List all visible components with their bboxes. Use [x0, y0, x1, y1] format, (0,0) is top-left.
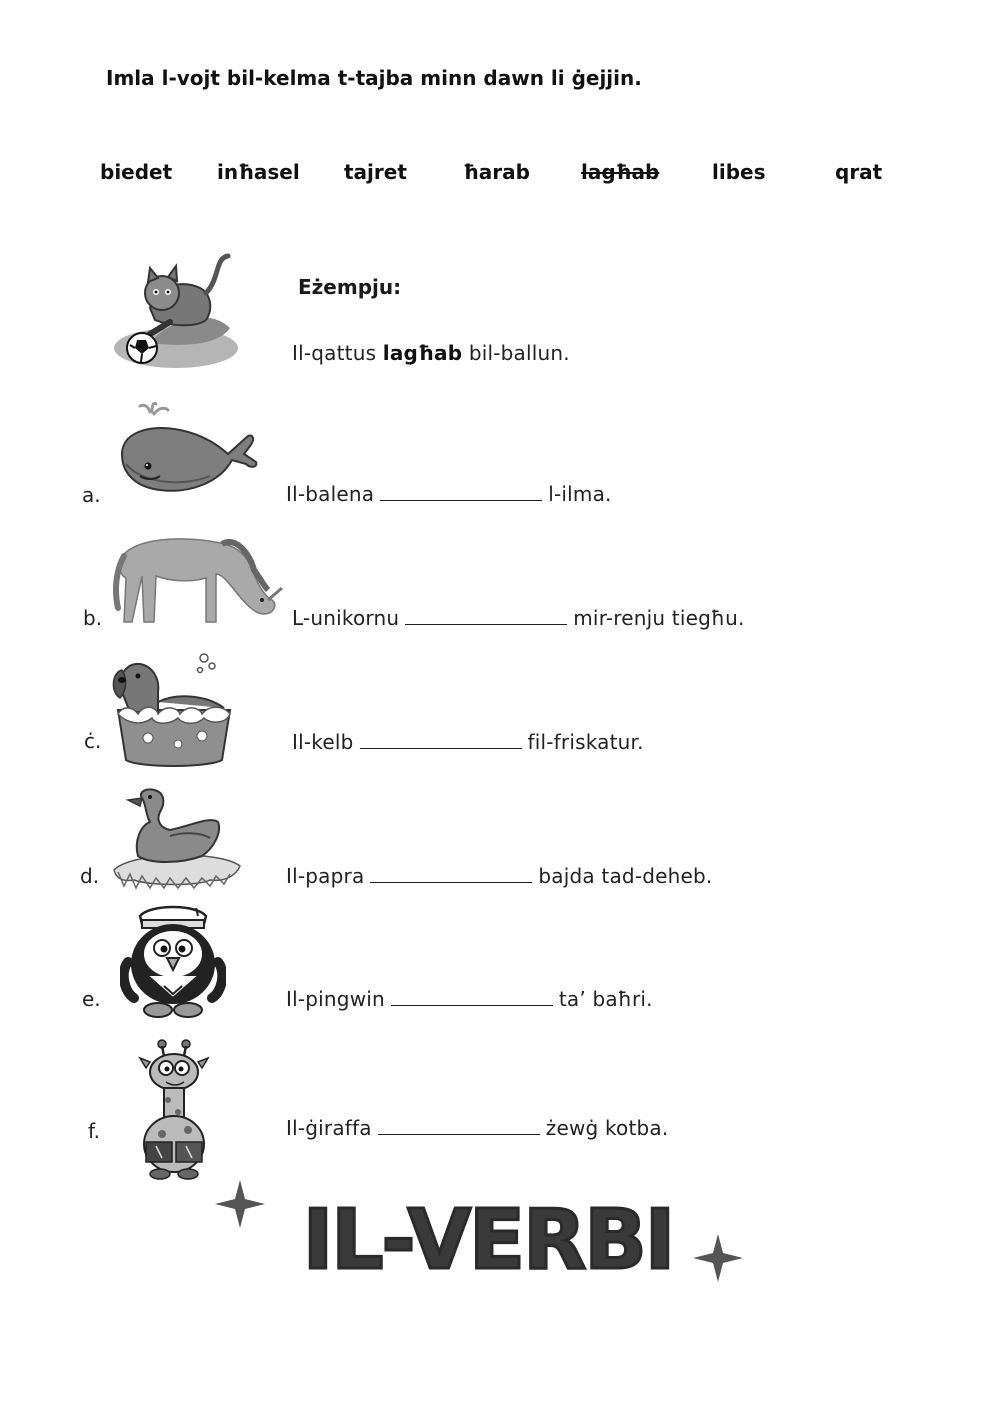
exercise-sentence: [292, 730, 644, 754]
sentence-start: Il-kelb: [292, 730, 354, 754]
answer-blank[interactable]: [370, 881, 532, 883]
word-bank-item: inħasel: [217, 160, 300, 184]
sentence-start: L-unikornu: [292, 606, 400, 630]
footer-title-graphic: [210, 1172, 770, 1292]
exercise-letter: a.: [82, 483, 101, 507]
word-bank-item: tajret: [344, 160, 407, 184]
unicorn-picture: [112, 530, 284, 628]
sentence-end: bajda tad-deheb.: [538, 864, 713, 888]
sentence-end: fil-friskatur.: [527, 730, 644, 754]
dog-in-bath-picture: [108, 652, 240, 770]
sentence-end: mir-renju tiegħu.: [573, 606, 745, 630]
answer-blank[interactable]: [391, 1004, 553, 1006]
example-sentence: [292, 341, 570, 365]
example-answer: lagħab: [382, 341, 463, 365]
exercise-sentence: [292, 606, 745, 630]
example-title: Eżempju:: [298, 275, 402, 299]
word-bank-item: biedet: [100, 160, 173, 184]
answer-blank[interactable]: [380, 499, 542, 501]
example-sentence-start: Il-qattus: [292, 341, 377, 365]
exercise-letter: f.: [88, 1119, 100, 1143]
instruction-text: Imla l-vojt bil-kelma t-tajba minn dawn li ġejjin.: [106, 66, 642, 90]
exercise-sentence: [286, 1116, 668, 1140]
sentence-start: Il-papra: [286, 864, 365, 888]
exercise-letter: ċ.: [84, 729, 102, 753]
sparkle-icon: [693, 1234, 743, 1282]
answer-blank[interactable]: [405, 623, 567, 625]
exercise-letter: b.: [83, 606, 103, 630]
sentence-start: Il-ġiraffa: [286, 1116, 372, 1140]
exercise-letter: e.: [82, 987, 101, 1011]
duck-on-nest-picture: [110, 786, 244, 892]
word-bank-item: libes: [712, 160, 766, 184]
whale-picture: [110, 402, 262, 498]
word-bank-item: ħarab: [463, 160, 530, 184]
answer-blank[interactable]: [360, 747, 522, 749]
sentence-start: Il-balena: [286, 482, 375, 506]
sentence-end: l-ilma.: [548, 482, 612, 506]
sailor-penguin-picture: [120, 902, 226, 1022]
sparkle-icon: [215, 1180, 265, 1228]
sentence-end: żewġ kotba.: [545, 1116, 669, 1140]
exercise-sentence: [286, 864, 712, 888]
example-sentence-end: bil-ballun.: [468, 341, 570, 365]
sentence-start: Il-pingwin: [286, 987, 385, 1011]
sentence-end: ta’ baħri.: [558, 987, 653, 1011]
giraffe-with-books-picture: [132, 1038, 216, 1180]
exercise-sentence: [286, 987, 653, 1011]
word-bank-item-struck: lagħab: [581, 160, 660, 184]
exercise-sentence: [286, 482, 612, 506]
exercise-letter: d.: [80, 864, 100, 888]
answer-blank[interactable]: [378, 1133, 540, 1135]
footer-title: IL-VERBI: [302, 1193, 674, 1288]
word-bank-item: qrat: [835, 160, 883, 184]
cat-with-ball-picture: [110, 248, 242, 372]
